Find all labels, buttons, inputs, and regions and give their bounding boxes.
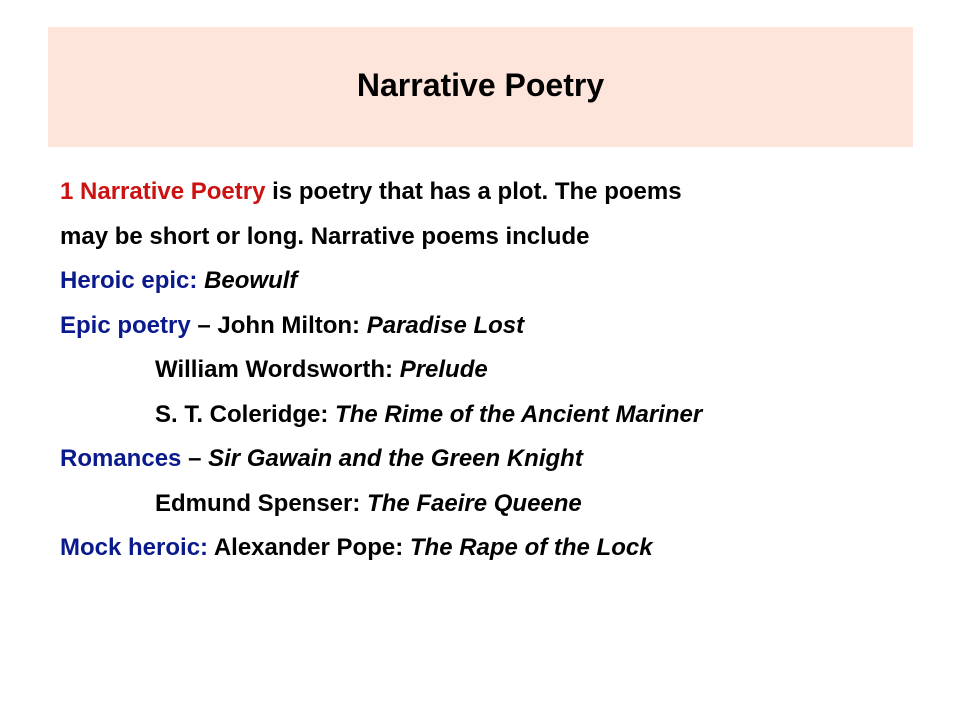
author-wordsworth: William Wordsworth: [155,356,394,383]
list-number: 1 [60,178,74,205]
body-line-3 [60,259,940,304]
definition-continuation: may be short or long. Narrative poems include [60,222,590,250]
body-line-7 [60,437,940,482]
author-milton: John Milton: [217,311,361,339]
body-line-1 [60,170,940,215]
slide-title: Narrative Poetry [356,66,605,103]
dash: – [188,445,202,472]
dash: – [197,311,211,339]
body-line-9 [60,526,940,571]
label-heroic-epic: Heroic epic: [60,267,198,294]
slide-body [60,170,940,571]
definition-text: is poetry that has a plot. The poems [272,178,682,205]
work-paradise-lost: Paradise Lost [366,311,525,339]
body-line-6 [60,393,940,438]
work-faerie-queene: The Faeire Queene [367,489,582,517]
author-pope: Alexander Pope: [213,534,404,561]
work-sir-gawain: Sir Gawain and the Green Knight [208,445,583,472]
author-spenser: Edmund Spenser: [155,489,361,517]
term-narrative-poetry: Narrative Poetry [80,178,266,205]
title-banner [48,27,913,147]
label-mock-heroic: Mock heroic: [60,534,209,561]
label-romances: Romances [60,445,182,472]
label-epic-poetry: Epic poetry [60,311,191,339]
body-line-5 [60,348,940,393]
work-prelude: Prelude [399,356,488,383]
body-line-2 [60,215,940,260]
work-beowulf: Beowulf [204,267,298,294]
body-line-8 [60,482,940,527]
work-rape-of-the-lock: The Rape of the Lock [409,534,653,561]
author-coleridge: S. T. Coleridge: [155,400,329,428]
body-line-4 [60,304,940,349]
work-rime: The Rime of the Ancient Mariner [335,400,703,428]
